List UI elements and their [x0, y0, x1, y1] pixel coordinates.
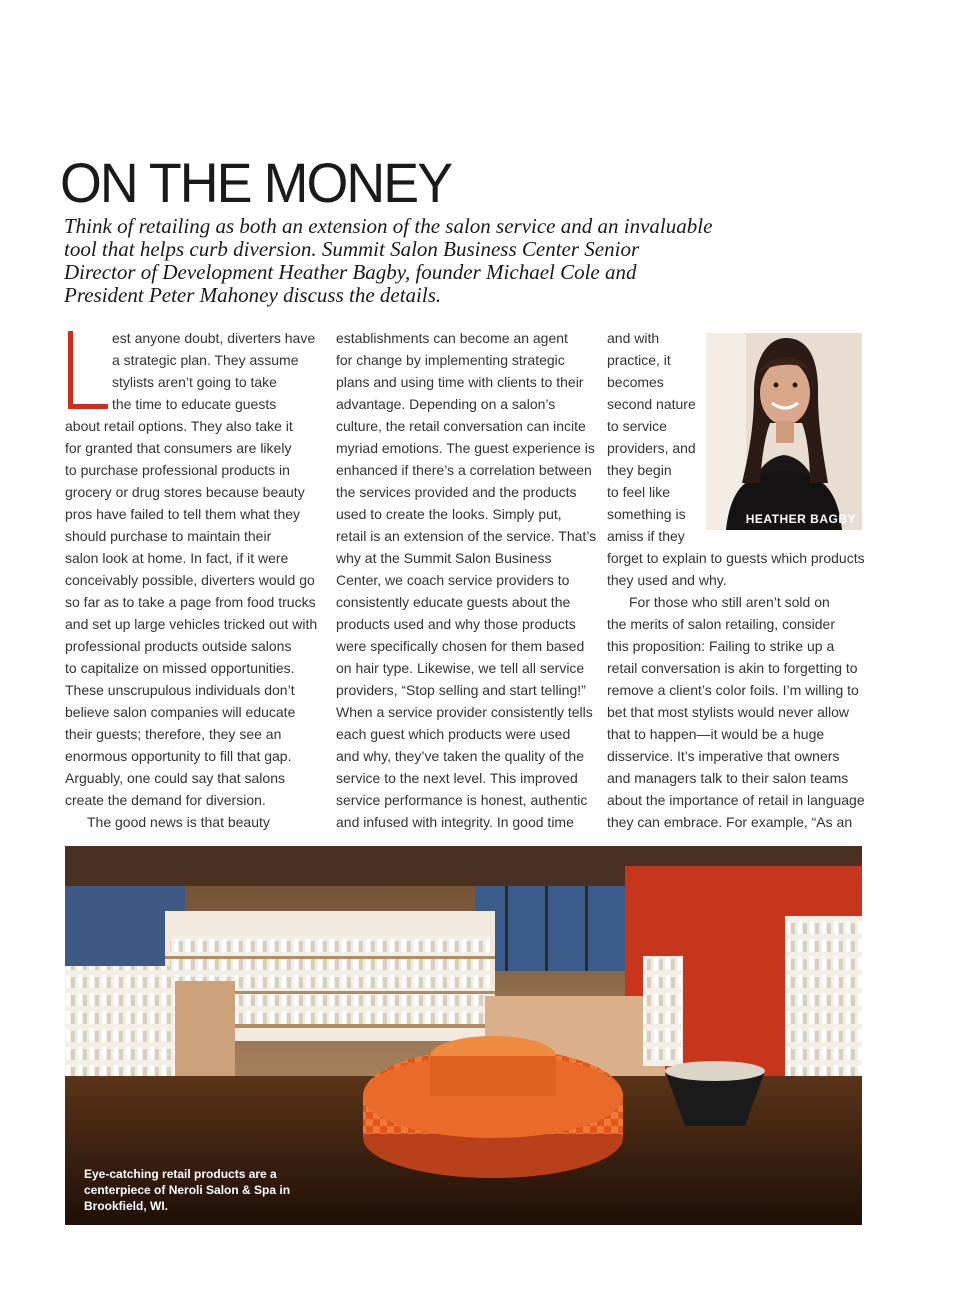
text-line: a strategic plan. They assume — [112, 352, 299, 368]
salon-interior-photo — [65, 846, 862, 1225]
text-line: bet that most stylists would never allow — [607, 704, 849, 720]
text-line: why at the Summit Salon Business — [336, 550, 552, 566]
text-line: so far as to take a page from food trucks — [65, 594, 316, 610]
text-line: second nature — [607, 396, 696, 412]
text-line: their guests; therefore, they see an — [65, 726, 282, 742]
text-line: professional products outside salons — [65, 638, 292, 654]
text-line: were specifically chosen for them based — [336, 638, 585, 654]
text-line: salon look at home. In fact, if it were — [65, 550, 289, 566]
text-line: culture, the retail conversation can incite — [336, 418, 586, 434]
text-line: providers, “Stop selling and start telling!” — [336, 682, 586, 698]
text-line: establishments can become an agent — [336, 330, 568, 346]
text-line: pros have failed to tell them what they — [65, 506, 301, 522]
text-line: about the importance of retail in language — [607, 792, 865, 808]
text-line: Arguably, one could say that salons — [65, 770, 285, 786]
text-line: and with — [607, 330, 660, 346]
text-line: about retail options. They also take it — [65, 418, 293, 434]
text-line: to purchase professional products in — [65, 462, 290, 478]
text-line: service to the next level. This improved — [336, 770, 578, 786]
text-line: These unscrupulous individuals don’t — [65, 682, 295, 698]
text-line: believe salon companies will educate — [65, 704, 296, 720]
text-line: enormous opportunity to fill that gap. — [65, 748, 292, 764]
text-line: to service — [607, 418, 667, 434]
text-line: and why, they’ve taken the quality of the — [336, 748, 585, 764]
text-line: providers, and — [607, 440, 696, 456]
text-line: plans and using time with clients to their — [336, 374, 584, 390]
text-line: the merits of salon retailing, consider — [607, 616, 835, 632]
text-line: myriad emotions. The guest experience is — [336, 440, 595, 456]
text-line: something is — [607, 506, 686, 522]
text-column-2 — [336, 327, 597, 833]
text-line: and infused with integrity. In good time — [336, 814, 574, 830]
text-line: to capitalize on missed opportunities. — [65, 660, 295, 676]
text-line: that to happen—it would be a huge — [607, 726, 825, 742]
photo-caption: Eye-catching retail products are a centerpiece of Neroli Salon & Spa in Brookfield, WI. — [84, 1167, 291, 1213]
text-line: est anyone doubt, diverters have — [112, 330, 316, 346]
text-line: they used and why. — [607, 572, 727, 588]
article-title: ON THE MONEY — [60, 151, 452, 214]
text-line: on hair type. Likewise, we tell all service — [336, 660, 585, 676]
text-line: forget to explain to guests which products — [607, 550, 865, 566]
text-line: When a service provider consistently tells — [336, 704, 593, 720]
text-line: service performance is honest, authentic — [336, 792, 588, 808]
text-line: they begin — [607, 462, 672, 478]
text-line: and managers talk to their salon teams — [607, 770, 849, 786]
text-line: to feel like — [607, 484, 671, 500]
text-line: for granted that consumers are likely — [65, 440, 292, 456]
text-line: becomes — [607, 374, 664, 390]
text-line: advantage. Depending on a salon’s — [336, 396, 556, 412]
text-line: disservice. It’s imperative that owners — [607, 748, 840, 764]
portrait-photo — [706, 333, 862, 530]
text-line: create the demand for diversion. — [65, 792, 266, 808]
text-line: this proposition: Failing to strike up a — [607, 638, 835, 654]
text-line: grocery or drug stores because beauty — [65, 484, 305, 500]
text-line: The good news is that beauty — [87, 814, 270, 830]
text-line: remove a client’s color foils. I’m willing to — [607, 682, 859, 698]
text-line: practice, it — [607, 352, 671, 368]
text-line: enhanced if there’s a correlation between — [336, 462, 592, 478]
text-line: conceivably possible, diverters would go — [65, 572, 315, 588]
portrait-caption: HEATHER BAGBY — [745, 512, 856, 526]
text-line: the time to educate guests — [112, 396, 277, 412]
text-line: and set up large vehicles tricked out with — [65, 616, 318, 632]
text-line: they can embrace. For example, “As an — [607, 814, 853, 830]
text-column-1 — [65, 327, 320, 833]
text-line: Center, we coach service providers to — [336, 572, 570, 588]
text-line: products used and why those products — [336, 616, 576, 632]
article-deck: Think of retailing as both an extension of the salon service and an invaluable tool that helps curb diversion. Summit Salon Business Center Senior Director of Development Heather Bagby, founder Michael Cole and President Peter Mahoney discuss the details. — [64, 214, 713, 307]
text-line: amiss if they — [607, 528, 685, 544]
text-line: For those who still aren’t sold on — [629, 594, 830, 610]
text-line: consistently educate guests about the — [336, 594, 571, 610]
text-line: stylists aren’t going to take — [112, 374, 277, 390]
text-line: retail is an extension of the service. That’s — [336, 528, 597, 544]
text-line: each guest which products were used — [336, 726, 571, 742]
text-line: retail conversation is akin to forgetting to — [607, 660, 858, 676]
text-line: used to create the looks. Simply put, — [336, 506, 562, 522]
text-line: should purchase to maintain their — [65, 528, 272, 544]
text-line: the services provided and the products — [336, 484, 577, 500]
text-line: for change by implementing strategic — [336, 352, 565, 368]
